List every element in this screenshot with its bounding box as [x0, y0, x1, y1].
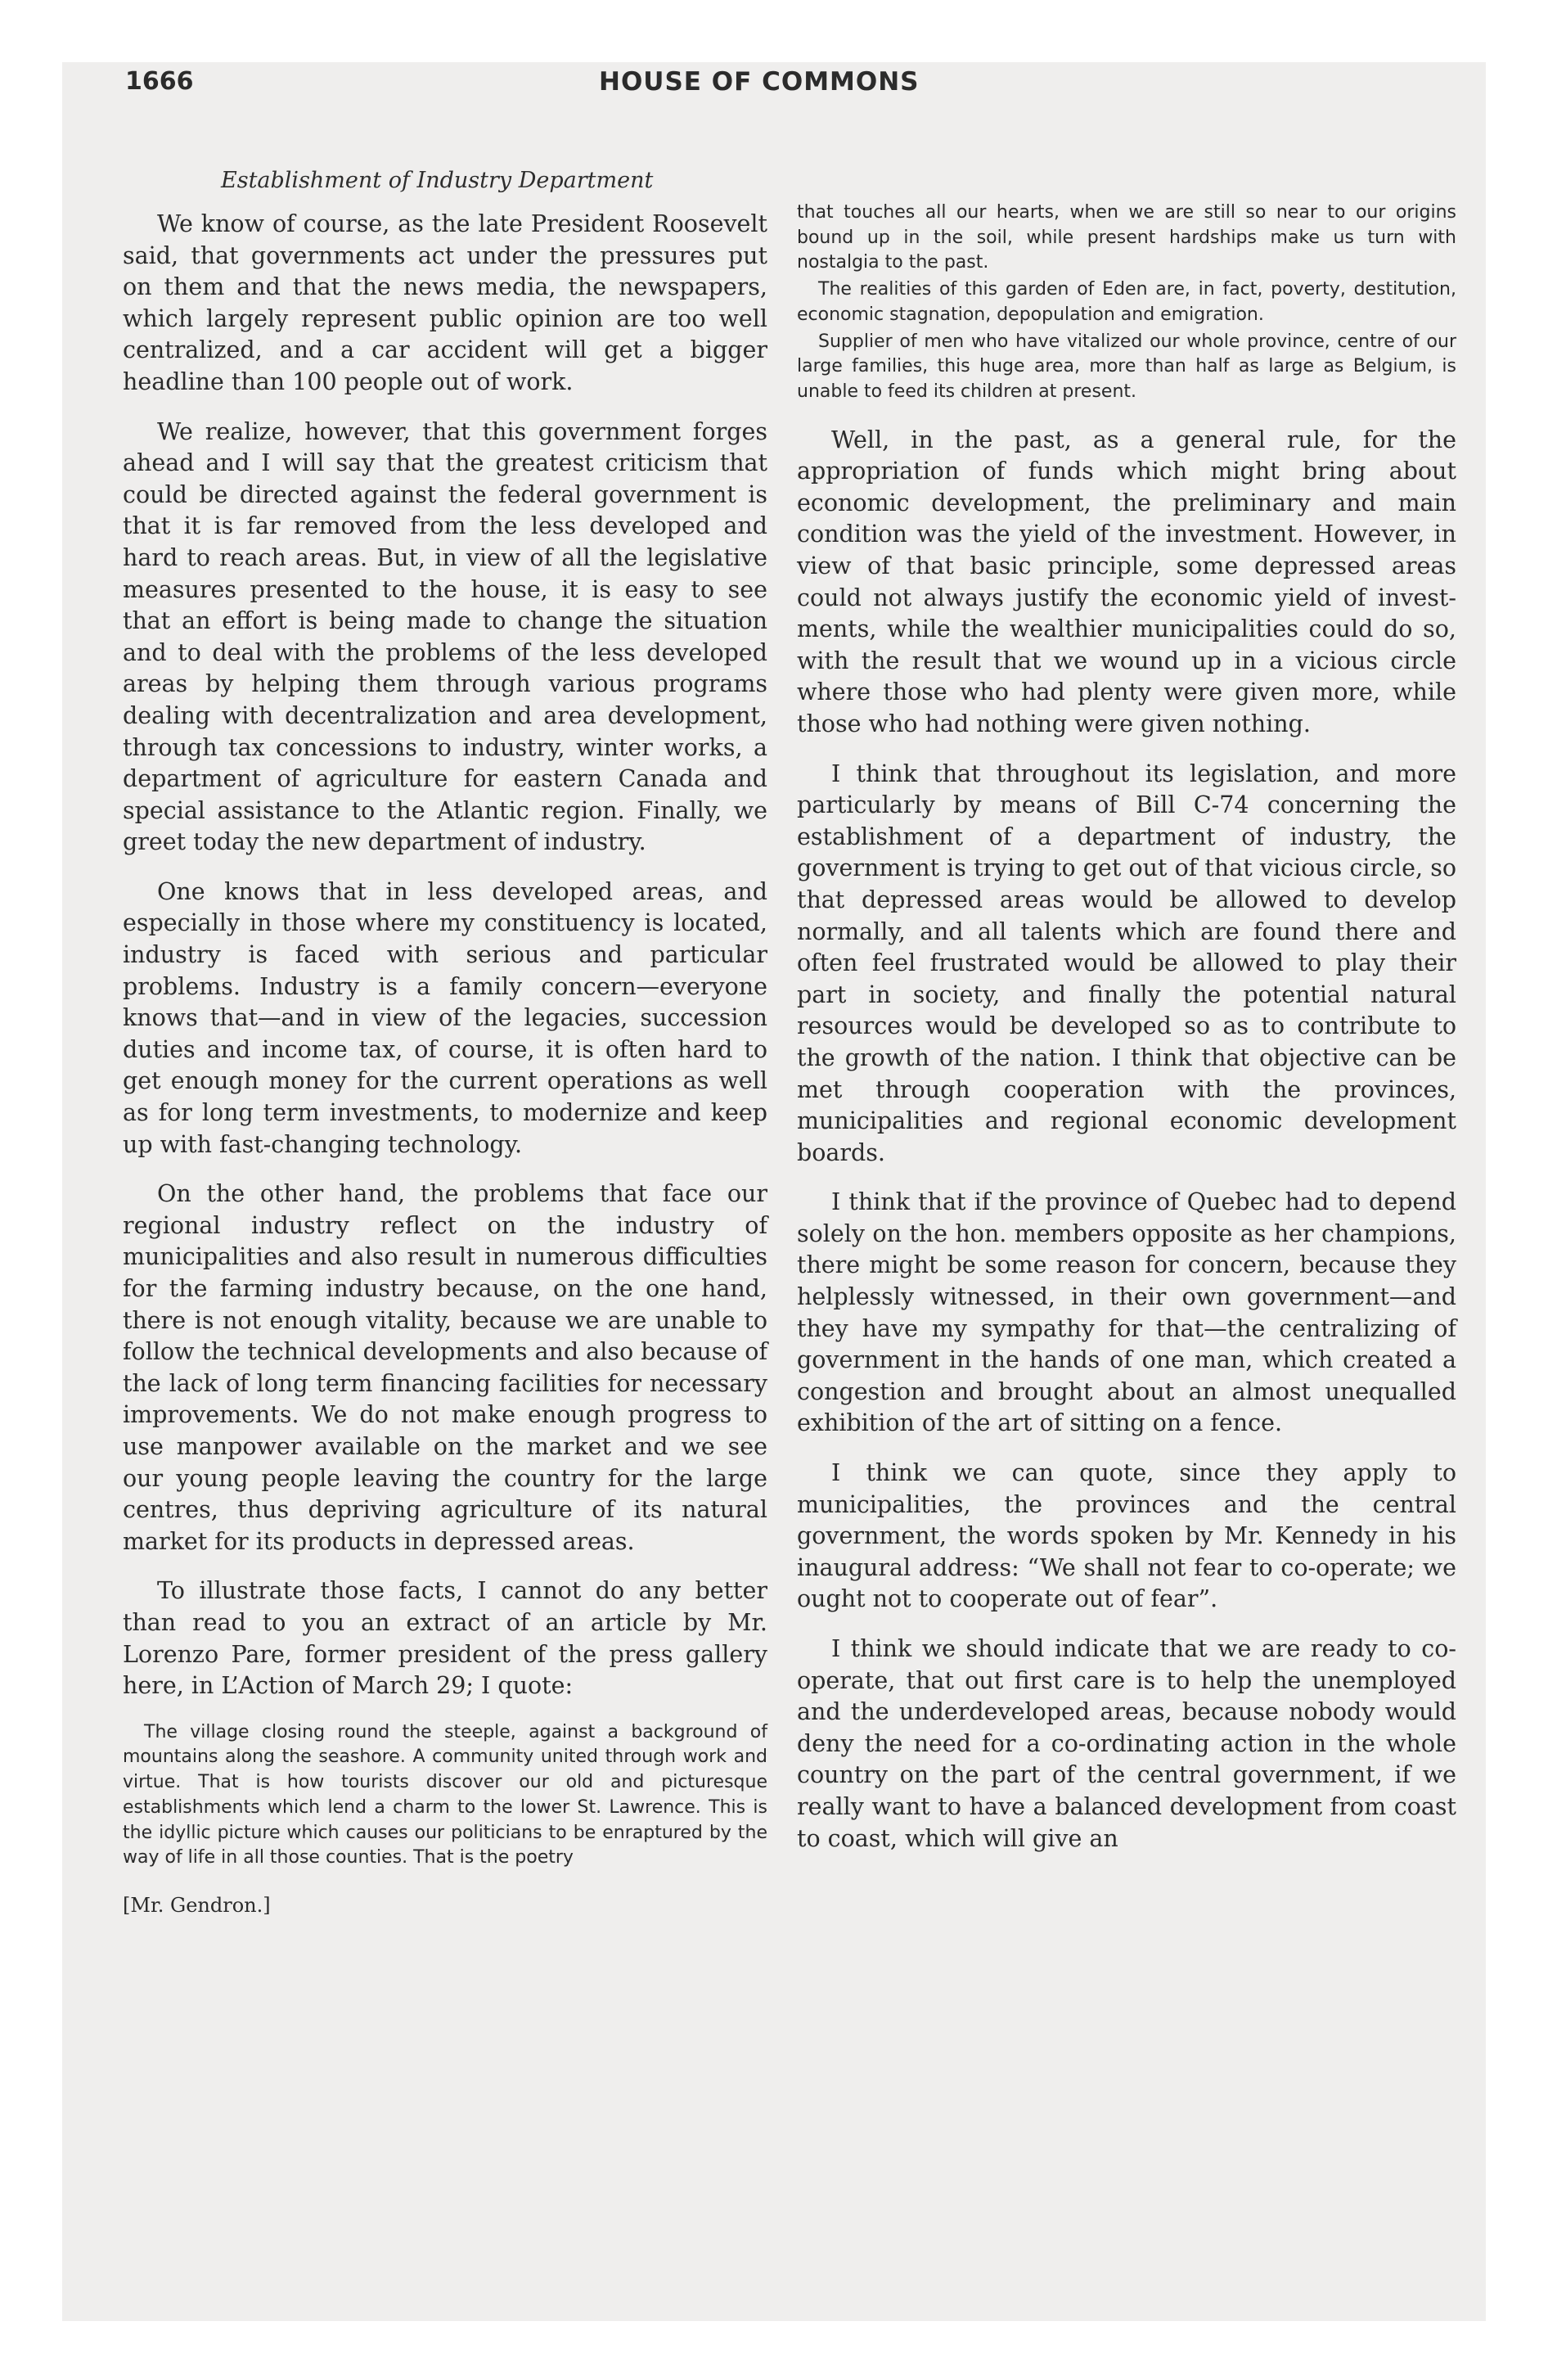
paragraph: I think we can quote, since they apply to municipalities, the provinces and the central government, the words spoken by Mr. Kennedy in his inaugural address: “We shall not fear to co-operate; we ought not to cooperate out of fear”.: [797, 1459, 1456, 1613]
block-quote: The village closing round the steeple, against a background of mountains along the seashore. A community united through work and virtue. That is how tourists discover our old and picturesque establishments which lend a charm to the lower St. Lawrence. This is the idyllic picture which causes our politicians to be enraptured by the way of life in all those counties. That is the poetry: [123, 1721, 767, 1868]
page-header: [61, 67, 1370, 108]
right-column: [797, 201, 1456, 1873]
running-head: HOUSE OF COMMONS: [599, 67, 920, 97]
speaker-reference: [Mr. Gendron.]: [123, 1893, 271, 1917]
paragraph: We know of course, as the late President Roosevelt said, that governments act under the pressures put on them and that the news media, the newspapers, which largely represent public opinion are too well centralized, and a car accident will get a bigger headline than 100 people out of work.: [123, 210, 767, 395]
paragraph: We realize, however, that this government forges ahead and I will say that the greatest criticism that could be directed against the federal government is that it is far removed from the less developed and hard to reach areas. But, in view of all the legislative measures presented to the house, it is easy to see that an effort is being made to change the situation and to deal with the problems of the less developed areas by helping them through various programs dealing with decentralization and area development, through tax concessions to industry, winter works, a department of agriculture for eastern Canada and special assistance to the Atlantic region. Finally, we greet today the new department of industry.: [123, 417, 767, 856]
paragraph: I think that throughout its legislation, and more particularly by means of Bill C-74 concerning the establishment of a department of industry, the government is trying to get out of that vicious circle, so that depressed areas would be allowed to develop normally, and all talents which are found there and often feel frustrated would be allowed to play their part in society, and finally the potential natural resources would be developed so as to contribute to the growth of the nation. I think that objective can be met through cooperation with the provinces, municipalities and regional economic development boards.: [797, 760, 1456, 1166]
paragraph: I think that if the province of Quebec had to depend solely on the hon. members opposite as her champions, there might be some reason for concern, because they helplessly witnessed, in their own government—and they have my sympathy for that—the centralizing of government in the hands of one man, which created a congestion and brought about an almost unequalled exhibition of the art of sitting on a fence.: [797, 1188, 1456, 1437]
section-title: Establishment of Industry Department: [221, 168, 654, 193]
block-quote: Supplier of men who have vitalized our whole province, centre of our large families, this huge area, more than half as large as Belgium, is unable to feed its children at present.: [797, 331, 1456, 402]
paragraph: I think we should indicate that we are ready to co-operate, that out first care is to help the unemployed and the underdeveloped areas, because nobody would deny the need for a co-ordinating action in the whole country on the part of the central government, if we really want to have a balanced development from coast to coast, which will give an: [797, 1635, 1456, 1852]
paragraph: On the other hand, the problems that face our regional industry reflect on the industry of municipalities and also result in numerous difficulties for the farming industry because, on the one hand, there is not enough vitality, because we are unable to follow the technical developments and also because of the lack of long term financing facilities for necessary improvements. We do not make enough progress to use manpower available on the market and we see our young people leaving the country for the large centres, thus depriving agriculture of its natural market for its products in depressed areas.: [123, 1180, 767, 1555]
paragraph: To illustrate those facts, I cannot do any better than read to you an extract of an article by Mr. Lorenzo Pare, former president of the press gallery here, in L’Action of March 29; I quote:: [123, 1577, 767, 1700]
left-column: [123, 209, 767, 1917]
paragraph: Well, in the past, as a general rule, for the appropriation of funds which might bring about economic development, the preliminary and main condition was the yield of the investment. However, in view of that basic principle, some depressed areas could not always justify the economic yield of investments, while the wealthier municipalities could do so, with the result that we wound up in a vicious circle where those who had plenty were given more, while those who had nothing were given nothing.: [797, 426, 1456, 737]
page-number: 1666: [125, 67, 194, 96]
block-quote: The realities of this garden of Eden are, in fact, poverty, destitution, economic stagnation, depopulation and emigration.: [797, 279, 1456, 325]
paragraph: One knows that in less developed areas, and especially in those where my constituency is located, industry is faced with serious and particular problems. Industry is a family concern—everyone knows that—and in view of the legacies, succession duties and income tax, of course, it is often hard to get enough money for the current operations as well as for long term investments, to modernize and keep up with fast-changing technology.: [123, 877, 767, 1158]
block-quote: that touches all our hearts, when we are still so near to our origins bound up in the soil, while present hardships make us turn with nostalgia to the past.: [797, 202, 1456, 273]
